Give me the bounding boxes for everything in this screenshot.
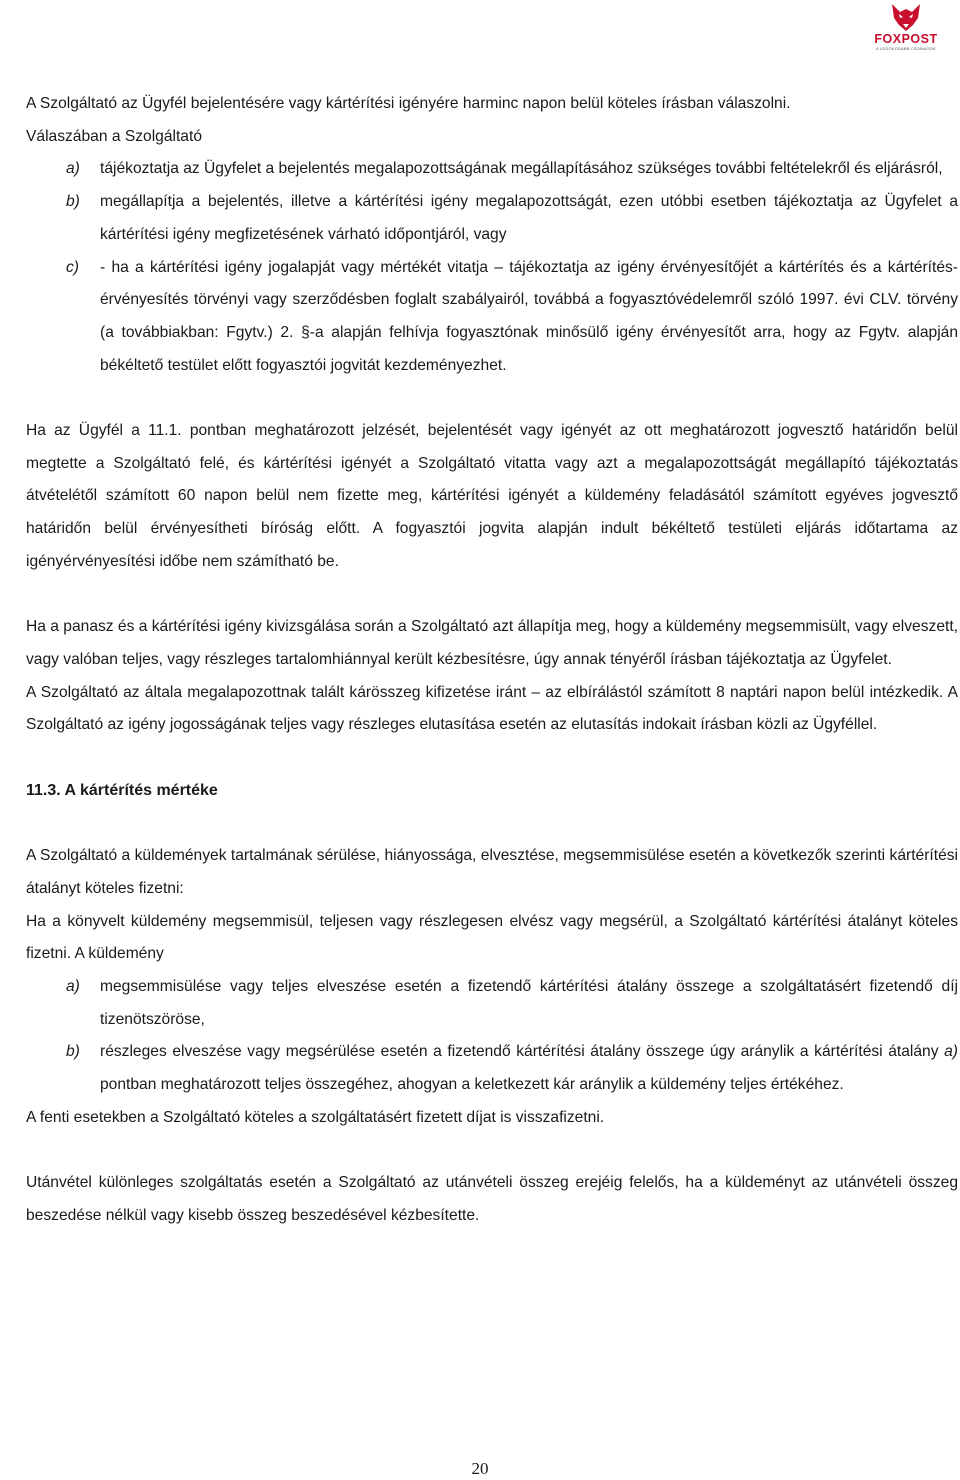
list-marker: b) (66, 1043, 80, 1061)
list-item-text: tájékoztatja az Ügyfelet a bejelentés megalapozottságának megállapításához szükséges további feltételekről és eljárásról, (100, 160, 943, 178)
list-item (26, 252, 958, 383)
paragraph-court-claim: Ha az Ügyfél a 11.1. pontban meghatározott jelzését, bejelentését vagy igényét az ott meghatározott jogvesztő határidőn belül megtette a Szolgáltató felé, és kártérítési igényét a Szolgáltató vitatta vagy azt a megalapozottságát megállapító tájékoztatás átvételétől számított 60 napon belül nem fizette meg, kártérítési igényét a küldemény feladásától számított egyéves jogvesztő határidőn belül érvényesítheti bíróság előtt. A fogyasztói jogvita alapján indult békéltető testületi eljárás időtartama az igényérvényesítési időbe nem számítható be. (26, 422, 958, 570)
list-item-text: részleges elveszése vagy megsérülése esetén a fizetendő kártérítési átalány összege úgy aránylik a kártérítési átalány a) pontban meghatározott teljes összegéhez, ahogyan a keletkezett kár aránylik a küldemény teljes értékéhez. (100, 1043, 958, 1094)
foxpost-logo (866, 2, 946, 64)
list-item (26, 186, 958, 251)
page-number: 20 (471, 1459, 489, 1478)
paragraph-registered-item: Ha a könyvelt küldemény megsemmisül, teljesen vagy részlegesen elvész vagy megsérül, a Szolgáltató kártérítési átalányt köteles fizetni. A küldemény (26, 912, 958, 963)
list-item-text: megsemmisülése vagy teljes elveszése esetén a fizetendő kártérítési átalány összege a szolgáltatásért fizetendő díj tizenötszöröse, (100, 977, 958, 1028)
paragraph-payment: A Szolgáltató az általa megalapozottnak talált kárösszeg kifizetése iránt – az elbírálástól számított 8 naptári napon belül intézkedik. A Szolgáltató az igény jogosságának teljes vagy részleges elutasítása esetén az elutasítás indokait írásban közli az Ügyféllel. (26, 683, 958, 734)
list-marker: b) (66, 193, 80, 211)
paragraph-loss-finding: Ha a panasz és a kártérítési igény kivizsgálása során a Szolgáltató azt állapítja meg, hogy a küldemény megsemmisült, vagy elveszett, vagy valóban teljes, vagy részleges tartalomhiánnyal került kézbesítésre, úgy annak tényéről írásban tájékoztatja az Ügyfelet. (26, 618, 958, 668)
list-marker: a) (66, 160, 80, 178)
list-item (26, 971, 958, 1036)
logo-tagline: A LEGOKOSABB CSOMAGOK (876, 46, 936, 51)
document-body (26, 88, 958, 1233)
section-heading: 11.3. A kártérítés mértéke (26, 781, 218, 799)
paragraph-compensation-intro: A Szolgáltató a küldemények tartalmának sérülése, hiányossága, elvesztése, megsemmisülése esetén a következők szerinti kártérítési átalányt köteles fizetni: (26, 847, 958, 897)
paragraph-cod: Utánvétel különleges szolgáltatás esetén a Szolgáltató az utánvételi összeg erejéig felelős, ha a küldeményt az utánvételi összeg beszedése nélkül vagy kisebb összeg beszedésével kézbesítette. (26, 1174, 958, 1224)
fox-head-icon (889, 2, 923, 32)
list-item-text: - ha a kártérítési igény jogalapját vagy mértékét vitatja – tájékoztatja az igény érvényesítőjét a kártérítés és a kártérítés-érvényesítés törvényi vagy szerződésben foglalt szabályairól, továbbá a fogyasztóvédelemről szóló 1997. évi CLV. törvény (a továbbiakban: Fgytv.) 2. §-a alapján felhívja fogyasztónak minősülő igény érvényesítőt arra, hogy az Fgytv. alapján békéltető testület előtt fogyasztói jogvitát kezdeményezhet. (100, 258, 958, 374)
list-item (26, 1036, 958, 1101)
list-item (26, 153, 958, 186)
list-item-text: megállapítja a bejelentés, illetve a kártérítési igény megalapozottságát, ezen utóbbi esetben tájékoztatja az Ügyfelet a kártérítési igény megfizetésének várható időpontjáról, vagy (100, 193, 958, 243)
list-marker: a) (66, 977, 80, 995)
paragraph-refund: A fenti esetekben a Szolgáltató köteles a szolgáltatásért fizetett díjat is visszafizetni. (26, 1108, 605, 1126)
paragraph-response-deadline: A Szolgáltató az Ügyfél bejelentésére vagy kártérítési igényére harminc napon belül köteles írásban válaszolni. (26, 95, 791, 112)
paragraph-response-intro: Válaszában a Szolgáltató (26, 127, 202, 145)
list-marker: c) (66, 258, 79, 276)
logo-brand: FOXPOST (874, 32, 938, 46)
